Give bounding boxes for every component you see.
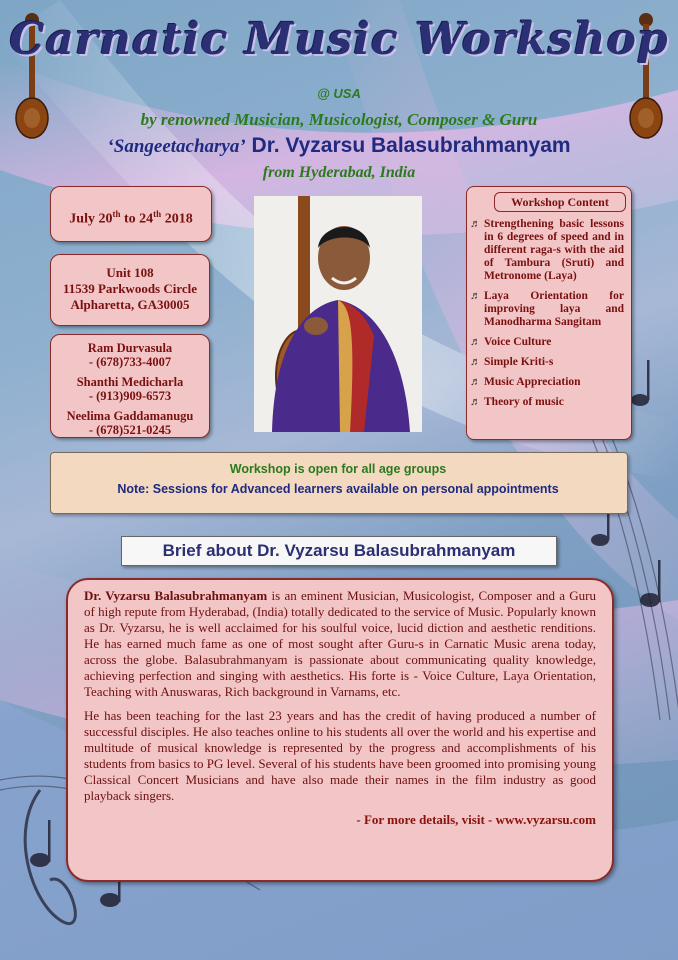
contact-phone: - (678)521-0245 (88, 423, 172, 437)
guru-name (0, 134, 678, 158)
list-item: ♬ Simple Kriti-s (470, 356, 554, 368)
location-label: @ USA (317, 86, 361, 101)
brief-heading: Brief about Dr. Vyzarsu Balasubrahmanyam (121, 536, 557, 566)
guru-full-name: Dr. Vyzarsu Balasubrahmanyam (251, 134, 571, 157)
age-group-banner (50, 452, 626, 512)
list-item: ♬ Theory of music (470, 396, 564, 408)
address-line2: 11539 Parkwoods Circle (62, 281, 198, 296)
guru-photo (254, 196, 422, 432)
workshop-content-heading: Workshop Content (494, 192, 626, 212)
bio-p1-text: is an eminent Musician, Musicologist, Composer and a Guru of high repute from Hyderabad, (India) totally dedicated to the service of Music. Popularly known as Dr. Vyzarsu, he is well acclaimed for his soulful voice, lucid diction and aesthetic renditions. He has earned much fame as one of most sought after Guru-s in Carnatic Music arena today, across the globe. Balasubrahmanyam is passionate about communicating quality knowledge, achieving perfection and singing with aesthetics. His forte is - Voice Culture, Laya Orientation, Teaching with Anuswaras, Rich background in Varnams, etc. (84, 588, 596, 699)
bio-name: Dr. Vyzarsu Balasubrahmanyam (84, 588, 268, 603)
music-note-icon: ♬ (470, 336, 481, 348)
contact-phone: - (913)909-6573 (88, 389, 172, 403)
music-note-icon: ♬ (470, 356, 481, 368)
address-box (50, 254, 210, 326)
contact-name: Ram Durvasula (87, 341, 173, 355)
list-item: ♬ Music Appreciation (470, 376, 581, 388)
contact-item (51, 375, 209, 403)
date-year: 2018 (161, 211, 193, 227)
website-link[interactable]: - For more details, visit - www.vyzarsu.com (356, 812, 596, 827)
bio-panel (66, 578, 614, 882)
contact-name: Shanthi Medicharla (76, 375, 184, 389)
contact-item (51, 409, 209, 437)
byline: by renowned Musician, Musicologist, Composer & Guru (140, 110, 538, 129)
bio-paragraph-2: He has been teaching for the last 23 years and has the credit of having produced a number of successful disciples. He also teaches online to his students all over the world and his expertise and multitude of musical knowledge is represented by the progress and accomplishments of his students from basics to PG level. Several of his students have been groomed into promising young Classical Concert Musicians and have also made their names in the film industry as good playback singers. (84, 708, 596, 803)
music-note-icon: ♬ (470, 396, 481, 408)
address-line1: Unit 108 (106, 265, 154, 280)
date-start: July 20 (69, 211, 113, 227)
date-mid: to 24 (120, 211, 154, 227)
banner-line2: Note: Sessions for Advanced learners available on personal appointments (117, 482, 559, 496)
date-end-sup: th (153, 209, 162, 219)
contacts-box (50, 334, 210, 438)
music-note-icon: ♬ (470, 218, 481, 230)
poster-title: Carnatic Music Workshop (9, 14, 669, 65)
banner-line1: Workshop is open for all age groups (229, 462, 447, 476)
workshop-content-panel (466, 186, 630, 438)
workshop-content-list (470, 218, 624, 416)
music-note-icon: ♬ (470, 290, 481, 302)
list-item: ♬ Laya Orientation for improving laya and Manodharma Sangitam (470, 290, 624, 328)
contact-phone: - (678)733-4007 (88, 355, 172, 369)
date-box (50, 186, 212, 242)
origin-label: from Hyderabad, India (262, 164, 416, 181)
bio-paragraph-1 (84, 588, 596, 700)
music-note-icon: ♬ (470, 376, 481, 388)
contact-name: Neelima Gaddamanugu (66, 409, 194, 423)
date-start-sup: th (112, 209, 121, 219)
honorific: ‘Sangeetacharya’ (107, 136, 246, 157)
contact-item (51, 341, 209, 369)
list-item: ♬ Voice Culture (470, 336, 552, 348)
address-line3: Alpharetta, GA30005 (70, 297, 190, 312)
list-item: ♬ Strengthening basic lessons in 6 degrees of speed and in different raga-s with the aid of Tambura (Sruti) and Metronome (Laya) (470, 218, 624, 282)
